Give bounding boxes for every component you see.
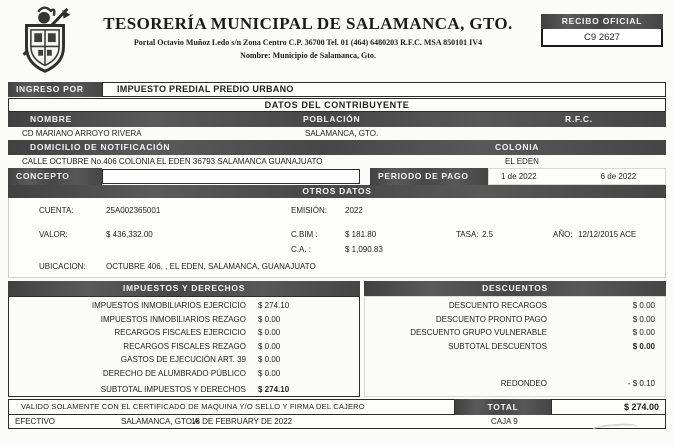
valor-label: VALOR: <box>39 230 68 239</box>
redondeo-row <box>365 379 665 393</box>
ingreso-por-row <box>8 82 666 97</box>
ingreso-por-value: IMPUESTO PREDIAL PREDIO URBANO <box>102 82 666 97</box>
periodo-pago-values <box>488 168 666 185</box>
otros-datos-content <box>8 198 666 278</box>
domicilio-label: DOMICILIO DE NOTIFICACIÓN <box>30 142 171 152</box>
table-row <box>9 342 359 356</box>
redondeo-value: - $ 0.10 <box>627 378 655 388</box>
receipt-number: C9 2627 <box>541 29 663 47</box>
charges-columns <box>8 296 666 397</box>
payment-method: EFECTIVO <box>15 417 56 426</box>
ubicacion-value: OCTUBRE 406, , EL EDEN, SALAMANCA, GUANAJUATO <box>106 262 316 271</box>
charge-value: $ 274.10 <box>258 301 290 310</box>
payment-info-row <box>8 415 666 429</box>
domicilio-header-bar <box>8 140 666 155</box>
contribuyente-poblacion: SALAMANCA, GTO. <box>305 129 379 138</box>
ubicacion-label: UBICACION: <box>39 262 86 271</box>
rfc-label: R.F.C. <box>565 114 593 124</box>
contribuyente-values-row <box>8 127 666 140</box>
cbim-value: $ 181.80 <box>345 230 377 239</box>
section-impuestos-derechos: IMPUESTOS Y DERECHOS <box>8 281 360 296</box>
periodo-hasta: 6 de 2022 <box>600 172 637 181</box>
charge-label: RECARGOS FISCALES EJERCICIO <box>114 328 246 337</box>
table-row <box>365 315 665 329</box>
periodo-pago-label: PERIODO DE PAGO <box>370 168 488 185</box>
charges-section-headers <box>8 281 666 296</box>
validity-note: VALIDO SOLAMENTE CON EL CERTIFICADO DE MAQUINA Y/O SELLO Y FIRMA DEL CAJERO <box>8 399 455 415</box>
municipality-address: Portal Octavio Muñoz Ledo s/n Zona Centro C.P. 36700 Tel. 01 (464) 6480203 R.F.C. MSA 850101 IV4 <box>133 38 483 47</box>
nombre-label: NOMBRE <box>30 114 72 124</box>
discount-label: DESCUENTO GRUPO VULNERABLE <box>410 328 547 337</box>
anio-label: AÑO: <box>553 230 573 239</box>
tasa-label: TASA: <box>456 230 479 239</box>
domicilio-values-row <box>8 155 666 168</box>
cuenta-value: 25A002365001 <box>106 206 161 215</box>
tasa-value: 2.5 <box>482 230 494 239</box>
charge-label: DERECHO DE ALUMBRADO PÚBLICO <box>102 368 246 378</box>
valor-value: $ 436,332.00 <box>106 230 153 239</box>
caja-number: CAJA 9 <box>491 417 518 426</box>
payment-place: SALAMANCA, GTO A <box>121 417 200 426</box>
receipt-official-label: RECIBO OFICIAL <box>541 14 663 29</box>
municipality-title: TESORERÍA MUNICIPAL DE SALAMANCA, GTO. <box>103 14 513 33</box>
discount-label: DESCUENTO PRONTO PAGO <box>435 314 547 324</box>
discount-label: DESCUENTO RECARGOS <box>448 301 547 310</box>
table-row <box>9 369 359 383</box>
subtotal-label: SUBTOTAL IMPUESTOS Y DERECHOS <box>100 385 246 394</box>
concepto-label: CONCEPTO <box>8 168 102 185</box>
municipality-name: Nombre: Municipio de Salamanca, Gto. <box>240 51 376 60</box>
ca-label: C.A. : <box>291 245 312 254</box>
total-label: TOTAL <box>455 399 551 415</box>
table-row <box>365 301 665 315</box>
table-row <box>9 355 359 369</box>
charge-value: $ 0.00 <box>258 355 281 364</box>
charge-label: GASTOS DE EJECUCIÓN ART. 39 <box>120 355 246 364</box>
charge-label: RECARGOS FISCALES REZAGO <box>123 341 246 351</box>
impuestos-table <box>8 296 360 397</box>
total-row <box>8 399 666 415</box>
emision-value: 2022 <box>345 206 363 215</box>
ca-value: $ 1,090.83 <box>345 245 383 254</box>
concepto-periodo-row <box>8 168 666 185</box>
poblacion-label: POBLACIÓN <box>303 114 361 124</box>
subtotal-label: SUBTOTAL DESCUENTOS <box>448 341 547 351</box>
descuentos-table <box>364 296 666 397</box>
subtotal-value: $ 274.10 <box>258 385 290 394</box>
charge-value: $ 0.00 <box>258 341 281 351</box>
discount-value: $ 0.00 <box>632 301 655 310</box>
table-row <box>365 328 665 342</box>
total-value: $ 274.00 <box>551 399 666 415</box>
receipt-number-box <box>541 14 663 47</box>
cuenta-label: CUENTA: <box>39 206 74 215</box>
discount-value: $ 0.00 <box>632 314 655 324</box>
anio-value: 12/12/2015 ACE <box>578 230 637 239</box>
charge-label: IMPUESTOS INMOBILIARIOS REZAGO <box>100 314 246 324</box>
receipt-header <box>0 0 674 80</box>
table-row <box>9 328 359 342</box>
subtotal-descuentos-row <box>365 342 665 356</box>
section-descuentos: DESCUENTOS <box>364 281 666 296</box>
concepto-field <box>102 169 360 184</box>
contribuyente-nombre: CD MARIANO ARROYO RIVERA <box>22 129 142 138</box>
colonia-label: COLONIA <box>495 142 540 152</box>
subtotal-value: $ 0.00 <box>632 341 655 351</box>
domicilio-value: CALLE OCTUBRE No.406 COLONIA EL EDEN 36793 SALAMANCA GUANAJUATO <box>22 157 323 166</box>
ingreso-por-label: INGRESO POR <box>8 82 102 97</box>
payment-date: 18 DE FEBRUARY DE 2022 <box>191 417 293 426</box>
charge-value: $ 0.00 <box>258 328 281 337</box>
cbim-label: C.BIM : <box>291 230 318 239</box>
table-row <box>9 315 359 329</box>
table-row <box>9 301 359 315</box>
redondeo-label: REDONDEO <box>500 378 547 388</box>
colonia-value: EL EDEN <box>505 157 539 166</box>
charge-value: $ 0.00 <box>258 368 281 378</box>
emision-label: EMISIÓN: <box>291 206 328 215</box>
contribuyente-column-headers <box>8 112 666 127</box>
municipal-coat-of-arms-icon <box>10 6 80 82</box>
receipt-body <box>8 82 666 429</box>
subtotal-impuestos-row <box>9 385 359 399</box>
spacer <box>360 168 370 185</box>
section-otros-datos: OTROS DATOS <box>8 185 666 198</box>
charge-value: $ 0.00 <box>258 314 281 324</box>
discount-value: $ 0.00 <box>632 328 655 337</box>
charge-label: IMPUESTOS INMOBILIARIOS EJERCICIO <box>91 301 246 310</box>
periodo-desde: 1 de 2022 <box>501 172 537 181</box>
section-datos-contribuyente: DATOS DEL CONTRIBUYENTE <box>8 98 666 112</box>
